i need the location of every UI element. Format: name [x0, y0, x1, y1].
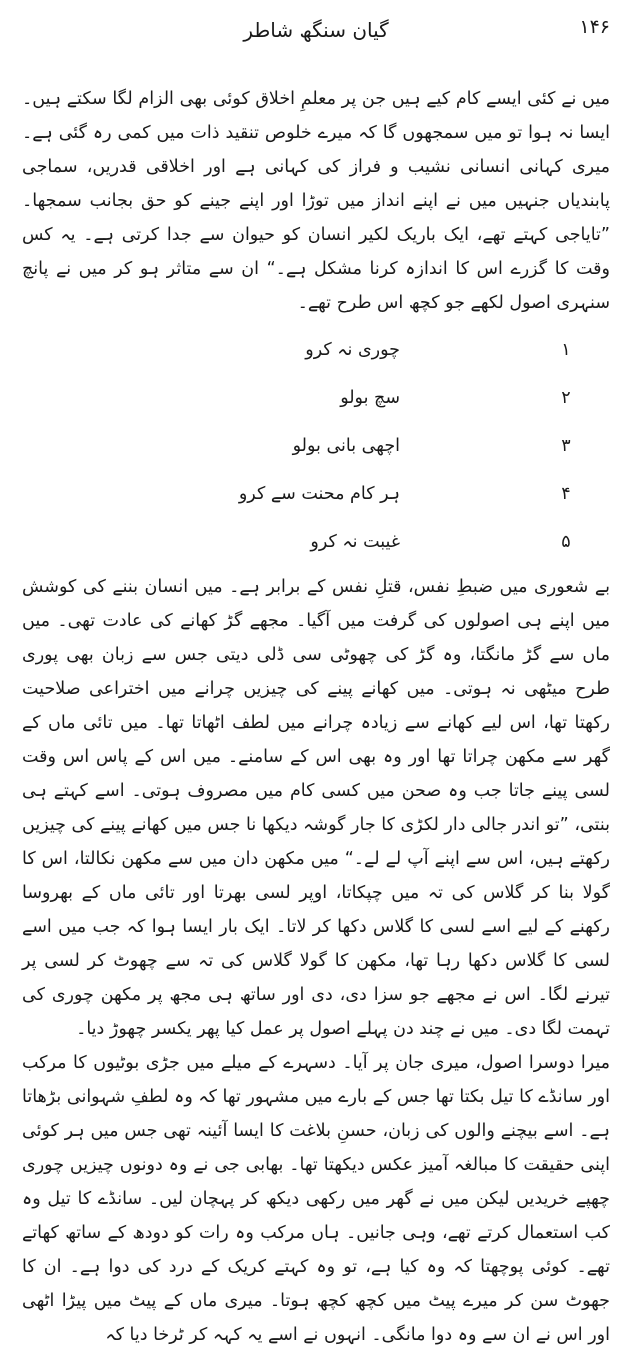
paragraph-butter-story: بے شعوری میں ضبطِ نفس، قتلِ نفس کے برابر ہے۔ میں انسان بننے کی کوشش میں اپنے ہی اصولوں کی گرفت میں آگیا۔ مجھے گڑ کھانے کی عادت تھی۔ میں ماں سے گڑ مانگتا، وہ گڑ کی چھوٹی سی ڈلی دیتی جس سے زبان بھی پوری طرح میٹھی نہ ہوتی۔ میں کھانے پینے کی چیزیں چرانے میں اختراعی صلاحیت رکھتا تھا، اس لیے کھانے سے زیادہ چرانے میں لطف اٹھاتا تھا۔ میں تائی ماں کے گھر سے مکھن چراتا تھا اور وہ بھی اس کے سامنے۔ میں اس کے پاس اس وقت لسی پینے جاتا جب وہ صحن میں کسی کام میں مصروف ہوتی۔ اسے کہتے ہی بنتی، ”تو اندر جالی دار لکڑی کا جار گوشہ دیکھا نا جس میں کھانے پینے کی چیزیں رکھتے ہیں، اس سے اپنے آپ لے لے۔“ میں مکھن دان میں سے مکھن نکالتا، اس کا گولا بنا کر گلاس کی تہ میں چپکاتا، اوپر لسی بھرتا اور تائی ماں کے بھروسا رکھنے کے لیے اسے لسی کا گلاس دکھا کر لاتا۔ ایک بار ایسا ہوا کہ جب میں اسے لسی کا گلاس دکھا رہا تھا، مکھن کا گولا گلاس کی تہ سے چھوٹ کر لسی پر تیرنے لگا۔ اس نے مجھے جو سزا دی، دی اور ساتھ ہی مجھ پر مکھن چوری کی تہمت لگا دی۔ میں نے چند دن پہلے اصول پر عمل کیا پھر یکسر چھوڑ دیا۔	[22, 577, 610, 1039]
list-number: ١	[561, 340, 571, 360]
list-item	[22, 374, 610, 422]
paragraph-intro: میں نے کئی ایسے کام کیے ہیں جن پر معلمِ اخلاق کوئی بھی الزام لگا سکتے ہیں۔ ایسا نہ ہوا تو میں سمجھوں گا کہ میرے خلوص تنقید ذات میں کمی رہ گئی ہے۔ میری کہانی انسانی نشیب و فراز کی کہانی ہے اور اخلاقی قدریں، سماجی پابندیاں جنہیں میں نے اپنے انداز میں توڑا اور اپنے جینے کو حق بجانب سمجھا۔ ”تایاجی کہتے تھے، ایک باریک لکیر انسان کو حیوان سے جدا کرتی ہے۔ یہ کس وقت کا گزرے اس کا اندازہ کرنا مشکل ہے۔“ ان سے متاثر ہو کر میں نے پانچ سنہری اصول لکھے جو کچھ اس طرح تھے۔	[22, 89, 610, 313]
list-number: ۳	[561, 436, 571, 456]
list-text: غیبت نہ کرو	[310, 532, 400, 552]
list-text: چوری نہ کرو	[305, 340, 400, 360]
page-number: ۱۴۶	[579, 16, 610, 38]
list-text: ہر کام محنت سے کرو	[238, 484, 400, 504]
running-title: گیان سنگھ شاطر	[243, 18, 389, 42]
principles-list	[22, 326, 610, 566]
list-text: سچ بولو	[340, 388, 400, 408]
list-item	[22, 422, 610, 470]
list-item	[22, 518, 610, 566]
list-number: ۴	[561, 484, 571, 504]
page-header	[22, 16, 610, 52]
list-number: ۵	[561, 532, 571, 552]
list-text: اچھی بانی بولو	[292, 436, 400, 456]
list-item	[22, 326, 610, 374]
list-number: ۲	[561, 388, 571, 408]
list-item	[22, 470, 610, 518]
paragraph-second-principle: میرا دوسرا اصول، میری جان پر آیا۔ دسہرے کے میلے میں جڑی بوٹیوں کا مرکب اور سانڈے کا تیل بکتا تھا جس کے بارے میں مشہور تھا کہ وہ لطفِ شہوانی بڑھاتا ہے۔ اسے بیچنے والوں کی زبان، حسنِ بلاغت کا ایسا آئینہ تھی جس میں ہر کوئی اپنی حقیقت کا مبالغہ آمیز عکس دیکھتا تھا۔ بھابی جی نے وہ دونوں چیزیں چوری چھپے خریدیں لیکن میں نے گھر میں رکھی دیکھ کر پہچان لیں۔ سانڈے کا تیل وہ کب استعمال کرتے تھے، وہی جانیں۔ ہاں مرکب وہ رات کو دودھ کے ساتھ کھاتے تھے۔ کوئی پوچھتا کہ وہ کیا ہے، تو وہ کہتے کریک کے درد کی دوا ہے۔ ان کا جھوٹ سن کر میرے پیٹ میں کچھ کچھ ہوتا۔ میری ماں کے پیٹ میں پیڑا اٹھی اور اس نے ان سے وہ دوا مانگی۔ انہوں نے اسے یہ کہہ کر ٹرخا دیا کہ	[22, 1053, 610, 1345]
